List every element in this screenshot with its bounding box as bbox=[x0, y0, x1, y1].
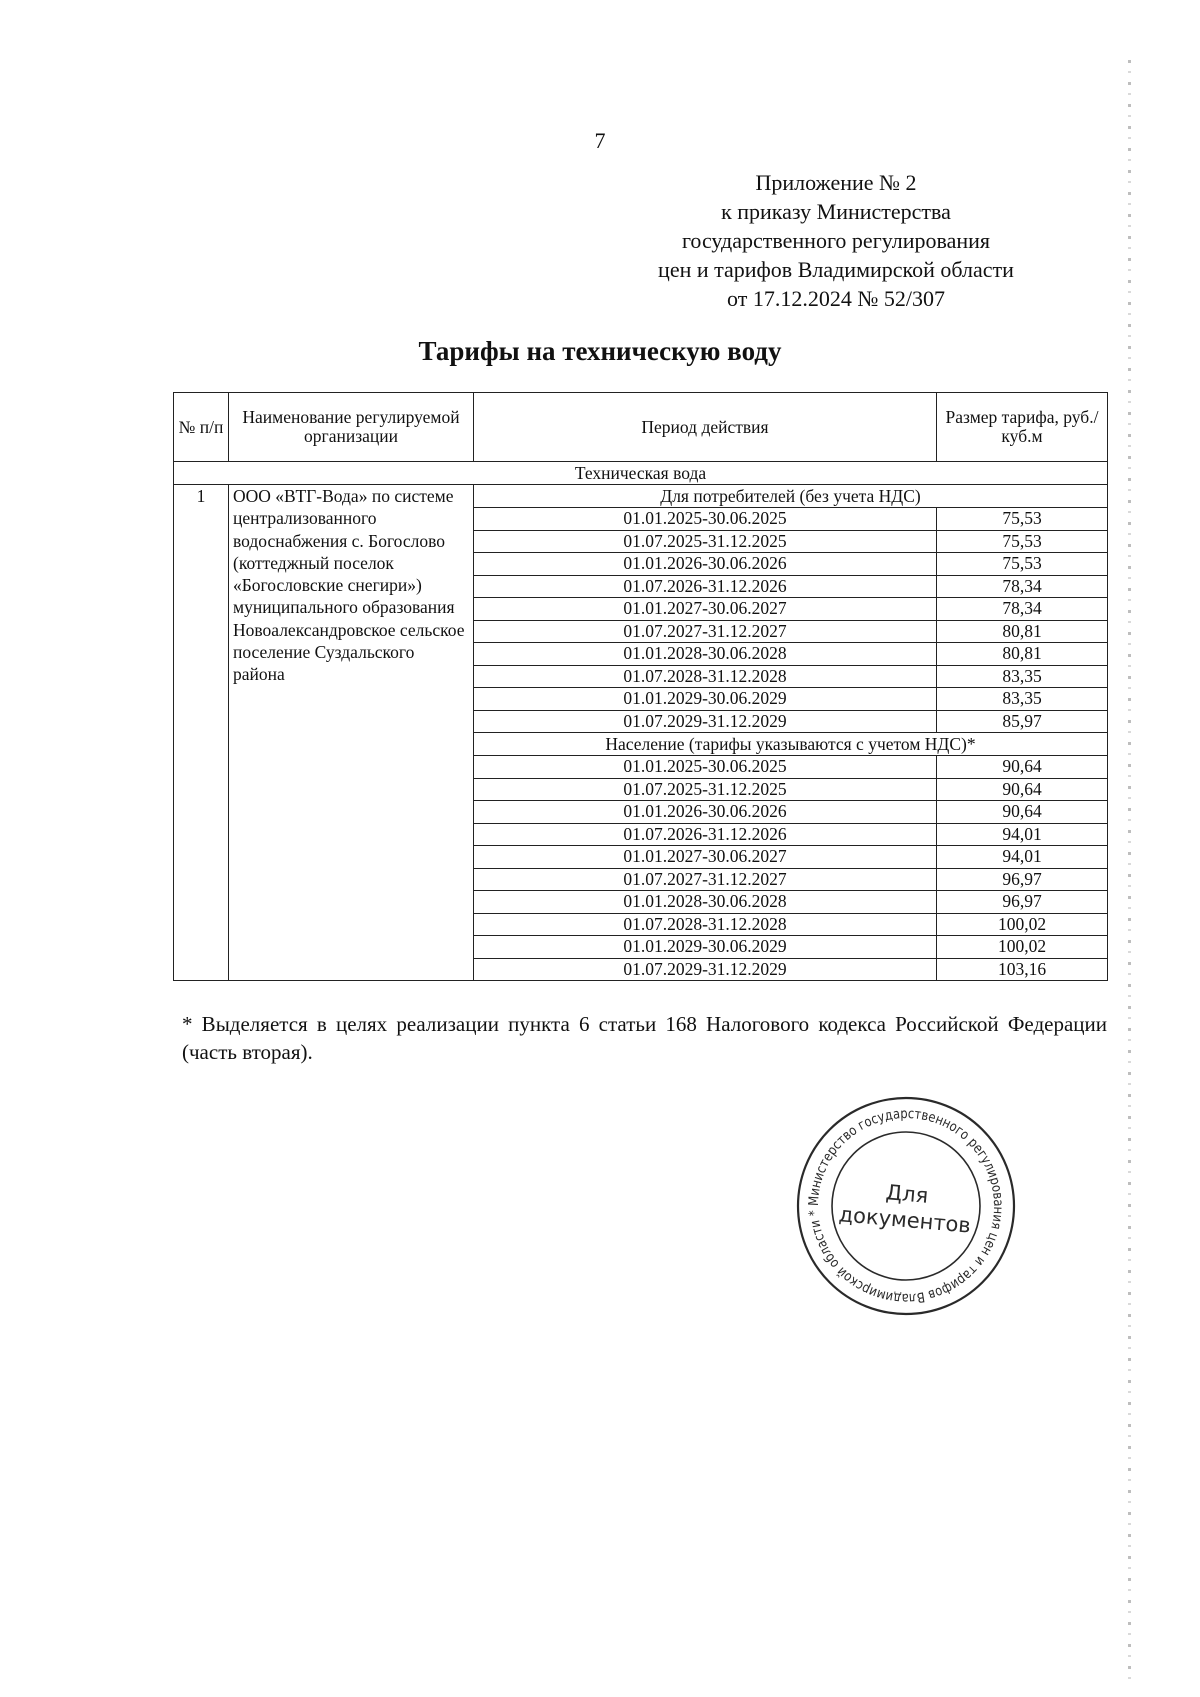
stamp-ring-textpath: Министерство государственного регулирования цен и тарифов Владимирской области * bbox=[805, 1105, 1007, 1307]
scan-edge-artifact bbox=[1128, 60, 1131, 1680]
group-title: Население (тарифы указываются с учетом НДС)* bbox=[474, 733, 1108, 756]
tariff-value-cell: 90,64 bbox=[937, 801, 1108, 824]
tariff-value-cell: 90,64 bbox=[937, 778, 1108, 801]
tariff-value-cell: 90,64 bbox=[937, 756, 1108, 779]
period-cell: 01.01.2025-30.06.2025 bbox=[474, 756, 937, 779]
stamp-center-line: документов bbox=[837, 1202, 972, 1238]
tariff-value-cell: 75,53 bbox=[937, 530, 1108, 553]
tariff-value-cell: 85,97 bbox=[937, 710, 1108, 733]
period-cell: 01.07.2025-31.12.2025 bbox=[474, 778, 937, 801]
stamp-outer-ring bbox=[798, 1098, 1014, 1314]
period-cell: 01.07.2029-31.12.2029 bbox=[474, 958, 937, 981]
stamp-center bbox=[838, 1176, 974, 1237]
tariff-value-cell: 80,81 bbox=[937, 643, 1108, 666]
tariff-value-cell: 78,34 bbox=[937, 575, 1108, 598]
tariff-value-cell: 83,35 bbox=[937, 665, 1108, 688]
period-cell: 01.07.2028-31.12.2028 bbox=[474, 913, 937, 936]
document-title: Тарифы на техническую воду bbox=[418, 336, 782, 366]
period-cell: 01.07.2029-31.12.2029 bbox=[474, 710, 937, 733]
period-cell: 01.01.2029-30.06.2029 bbox=[474, 688, 937, 711]
section-row bbox=[174, 462, 1108, 485]
period-cell: 01.01.2029-30.06.2029 bbox=[474, 936, 937, 959]
table-header-row bbox=[174, 393, 1108, 462]
tariff-value-cell: 96,97 bbox=[937, 891, 1108, 914]
tariff-value-cell: 100,02 bbox=[937, 913, 1108, 936]
period-cell: 01.07.2026-31.12.2026 bbox=[474, 575, 937, 598]
period-cell: 01.07.2027-31.12.2027 bbox=[474, 868, 937, 891]
group-title: Для потребителей (без учета НДС) bbox=[474, 485, 1108, 508]
period-cell: 01.01.2028-30.06.2028 bbox=[474, 643, 937, 666]
organization-name: ООО «ВТГ-Вода» по системе централизованного водоснабжения с. Богослово (коттеджный поселок «Богословские снегири») муниципального образования Новоалександровское сельское поселение Суздальского района bbox=[229, 485, 474, 981]
appendix-line: к приказу Министерства bbox=[721, 199, 951, 224]
tariff-table-body bbox=[174, 393, 1108, 981]
tariff-value-cell: 94,01 bbox=[937, 823, 1108, 846]
row-number: 1 bbox=[174, 485, 229, 981]
group-title-row bbox=[174, 485, 1108, 508]
section-title: Техническая вода bbox=[174, 462, 1108, 485]
period-cell: 01.07.2026-31.12.2026 bbox=[474, 823, 937, 846]
period-cell: 01.01.2027-30.06.2027 bbox=[474, 846, 937, 869]
period-cell: 01.01.2027-30.06.2027 bbox=[474, 598, 937, 621]
tariff-value-cell: 83,35 bbox=[937, 688, 1108, 711]
stamp-center-line: Для bbox=[884, 1180, 930, 1208]
period-cell: 01.07.2027-31.12.2027 bbox=[474, 620, 937, 643]
tariff-value-cell: 78,34 bbox=[937, 598, 1108, 621]
period-cell: 01.07.2028-31.12.2028 bbox=[474, 665, 937, 688]
page-number: 7 bbox=[594, 128, 606, 153]
period-cell: 01.01.2025-30.06.2025 bbox=[474, 508, 937, 531]
tariff-value-cell: 103,16 bbox=[937, 958, 1108, 981]
header-number: № п/п bbox=[174, 393, 229, 462]
header-period: Период действия bbox=[474, 393, 937, 462]
tariff-value-cell: 100,02 bbox=[937, 936, 1108, 959]
tariff-table bbox=[173, 392, 1108, 981]
appendix-line: Приложение № 2 bbox=[755, 170, 917, 195]
footnote: * Выделяется в целях реализации пункта 6 статьи 168 Налогового кодекса Российской Федерации (часть вторая). bbox=[182, 1012, 1107, 1064]
tariff-value-cell: 75,53 bbox=[937, 553, 1108, 576]
tariff-value-cell: 80,81 bbox=[937, 620, 1108, 643]
appendix-line: государственного регулирования bbox=[681, 228, 991, 253]
header-organization: Наименование регулируемой организации bbox=[229, 393, 474, 462]
header-tariff: Размер тарифа, руб./куб.м bbox=[937, 393, 1108, 462]
period-cell: 01.01.2026-30.06.2026 bbox=[474, 801, 937, 824]
appendix-reference bbox=[636, 168, 1036, 313]
tariff-value-cell: 94,01 bbox=[937, 846, 1108, 869]
official-stamp bbox=[795, 1095, 1017, 1317]
period-cell: 01.01.2028-30.06.2028 bbox=[474, 891, 937, 914]
tariff-value-cell: 96,97 bbox=[937, 868, 1108, 891]
tariff-value-cell: 75,53 bbox=[937, 508, 1108, 531]
period-cell: 01.07.2025-31.12.2025 bbox=[474, 530, 937, 553]
appendix-line: цен и тарифов Владимирской области bbox=[658, 257, 1014, 282]
period-cell: 01.01.2026-30.06.2026 bbox=[474, 553, 937, 576]
appendix-line: от 17.12.2024 № 52/307 bbox=[727, 286, 945, 311]
